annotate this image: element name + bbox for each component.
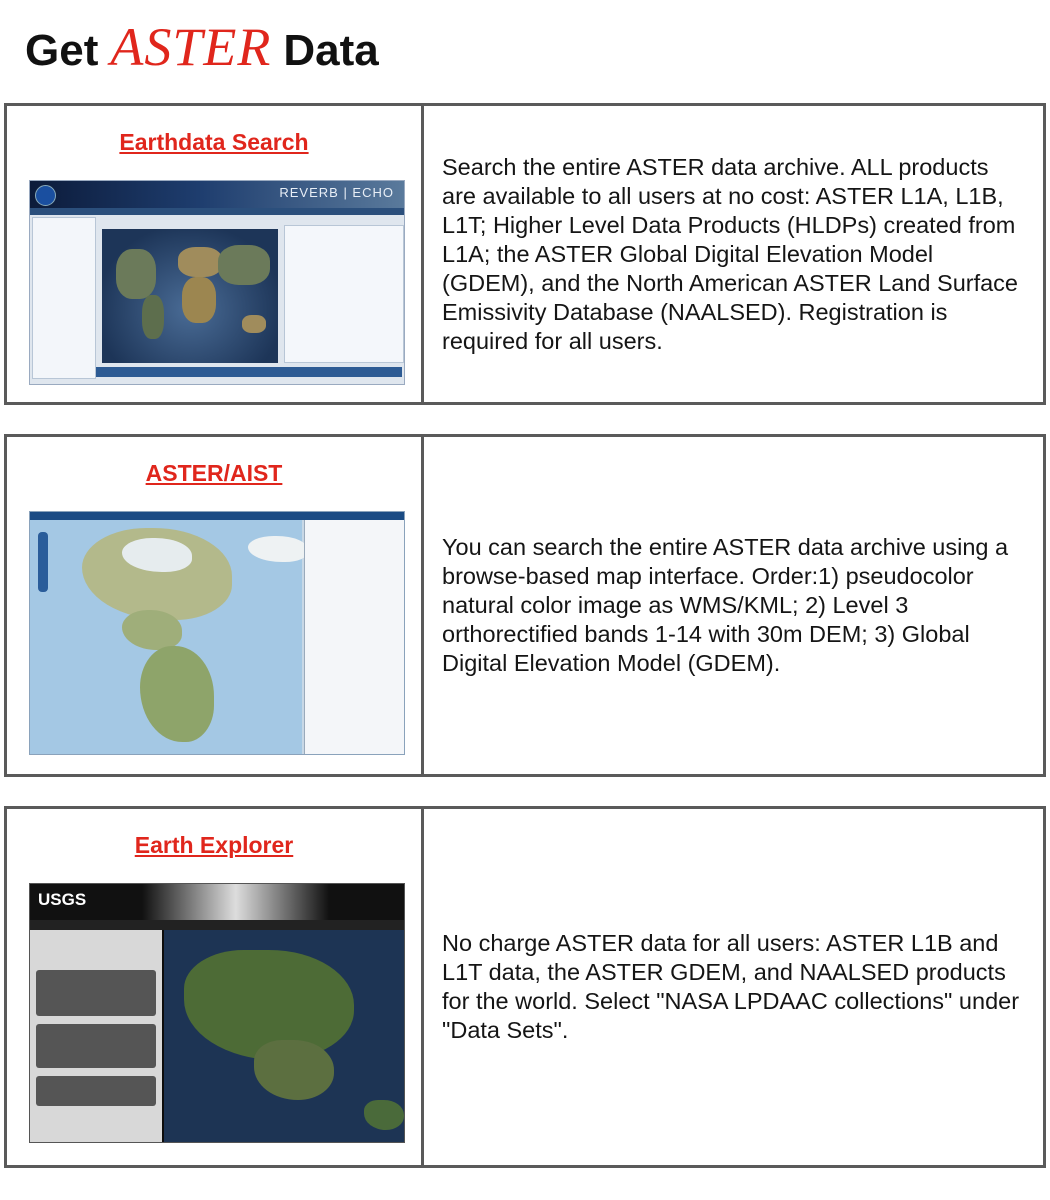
screenshot-search-form [284,225,404,363]
title-word-aster: ASTER [110,17,272,77]
card-explorer-right [424,809,1043,1165]
screenshot-footer-bar [96,367,402,377]
aster-aist-screenshot[interactable] [29,511,405,755]
card-earth-explorer [4,806,1046,1168]
screenshot-nav-bar [30,920,404,930]
screenshot-header-band [30,512,404,520]
earthdata-search-screenshot[interactable] [29,180,405,385]
map-zoom-control [38,532,48,592]
north-america-satellite-map [164,930,405,1143]
nasa-logo-icon [35,185,56,206]
title-word-data: Data [283,26,379,75]
americas-map-thumbnail [30,520,302,755]
aster-aist-link[interactable]: ASTER/AIST [145,460,283,486]
screenshot-sidebar [32,217,96,379]
page-title [25,16,379,78]
card-earthdata-left [7,106,424,402]
earth-explorer-link[interactable]: Earth Explorer [134,832,294,858]
earthdata-search-description: Search the entire ASTER data archive. ALL products are available to all users at no cost: ASTER L1A, L1B, L1T; Higher Level Data Products (HLDPs) created from L1A; the ASTER Global Digital Elevation Model (GDEM), and the North American ASTER Land Surface Emissivity Database (NAALSED). Registration is required for all users. [442,153,1019,354]
earth-explorer-screenshot[interactable] [29,883,405,1143]
world-map-thumbnail [102,229,278,363]
earth-explorer-description: No charge ASTER data for all users: ASTER L1B and L1T data, the ASTER GDEM, and NAALSED products for the world. Select "NASA LPDAAC collections" under "Data Sets". [442,930,1020,1043]
card-aist-right [424,437,1043,774]
screenshot-search-panel [304,520,405,754]
card-earthdata-search [4,103,1046,405]
aster-aist-description: You can search the entire ASTER data archive using a browse-based map interface. Order:1) pseudocolor natural color image as WMS/KML; 2) Level 3 orthorectified bands 1-14 with 30m DEM; 3) Global Digital Elevation Model (GDEM). [442,534,1009,676]
card-aster-aist [4,434,1046,777]
card-explorer-left [7,809,424,1165]
card-aist-left [7,437,424,774]
screenshot-brand: REVERB | ECHO [279,185,394,200]
usgs-logo: USGS [38,890,87,909]
card-earthdata-right [424,106,1043,402]
title-word-get: Get [25,26,99,75]
screenshot-search-criteria-panel [30,930,162,1143]
earthdata-search-link[interactable]: Earthdata Search [119,129,309,155]
screenshot-menu-bar [30,208,404,215]
